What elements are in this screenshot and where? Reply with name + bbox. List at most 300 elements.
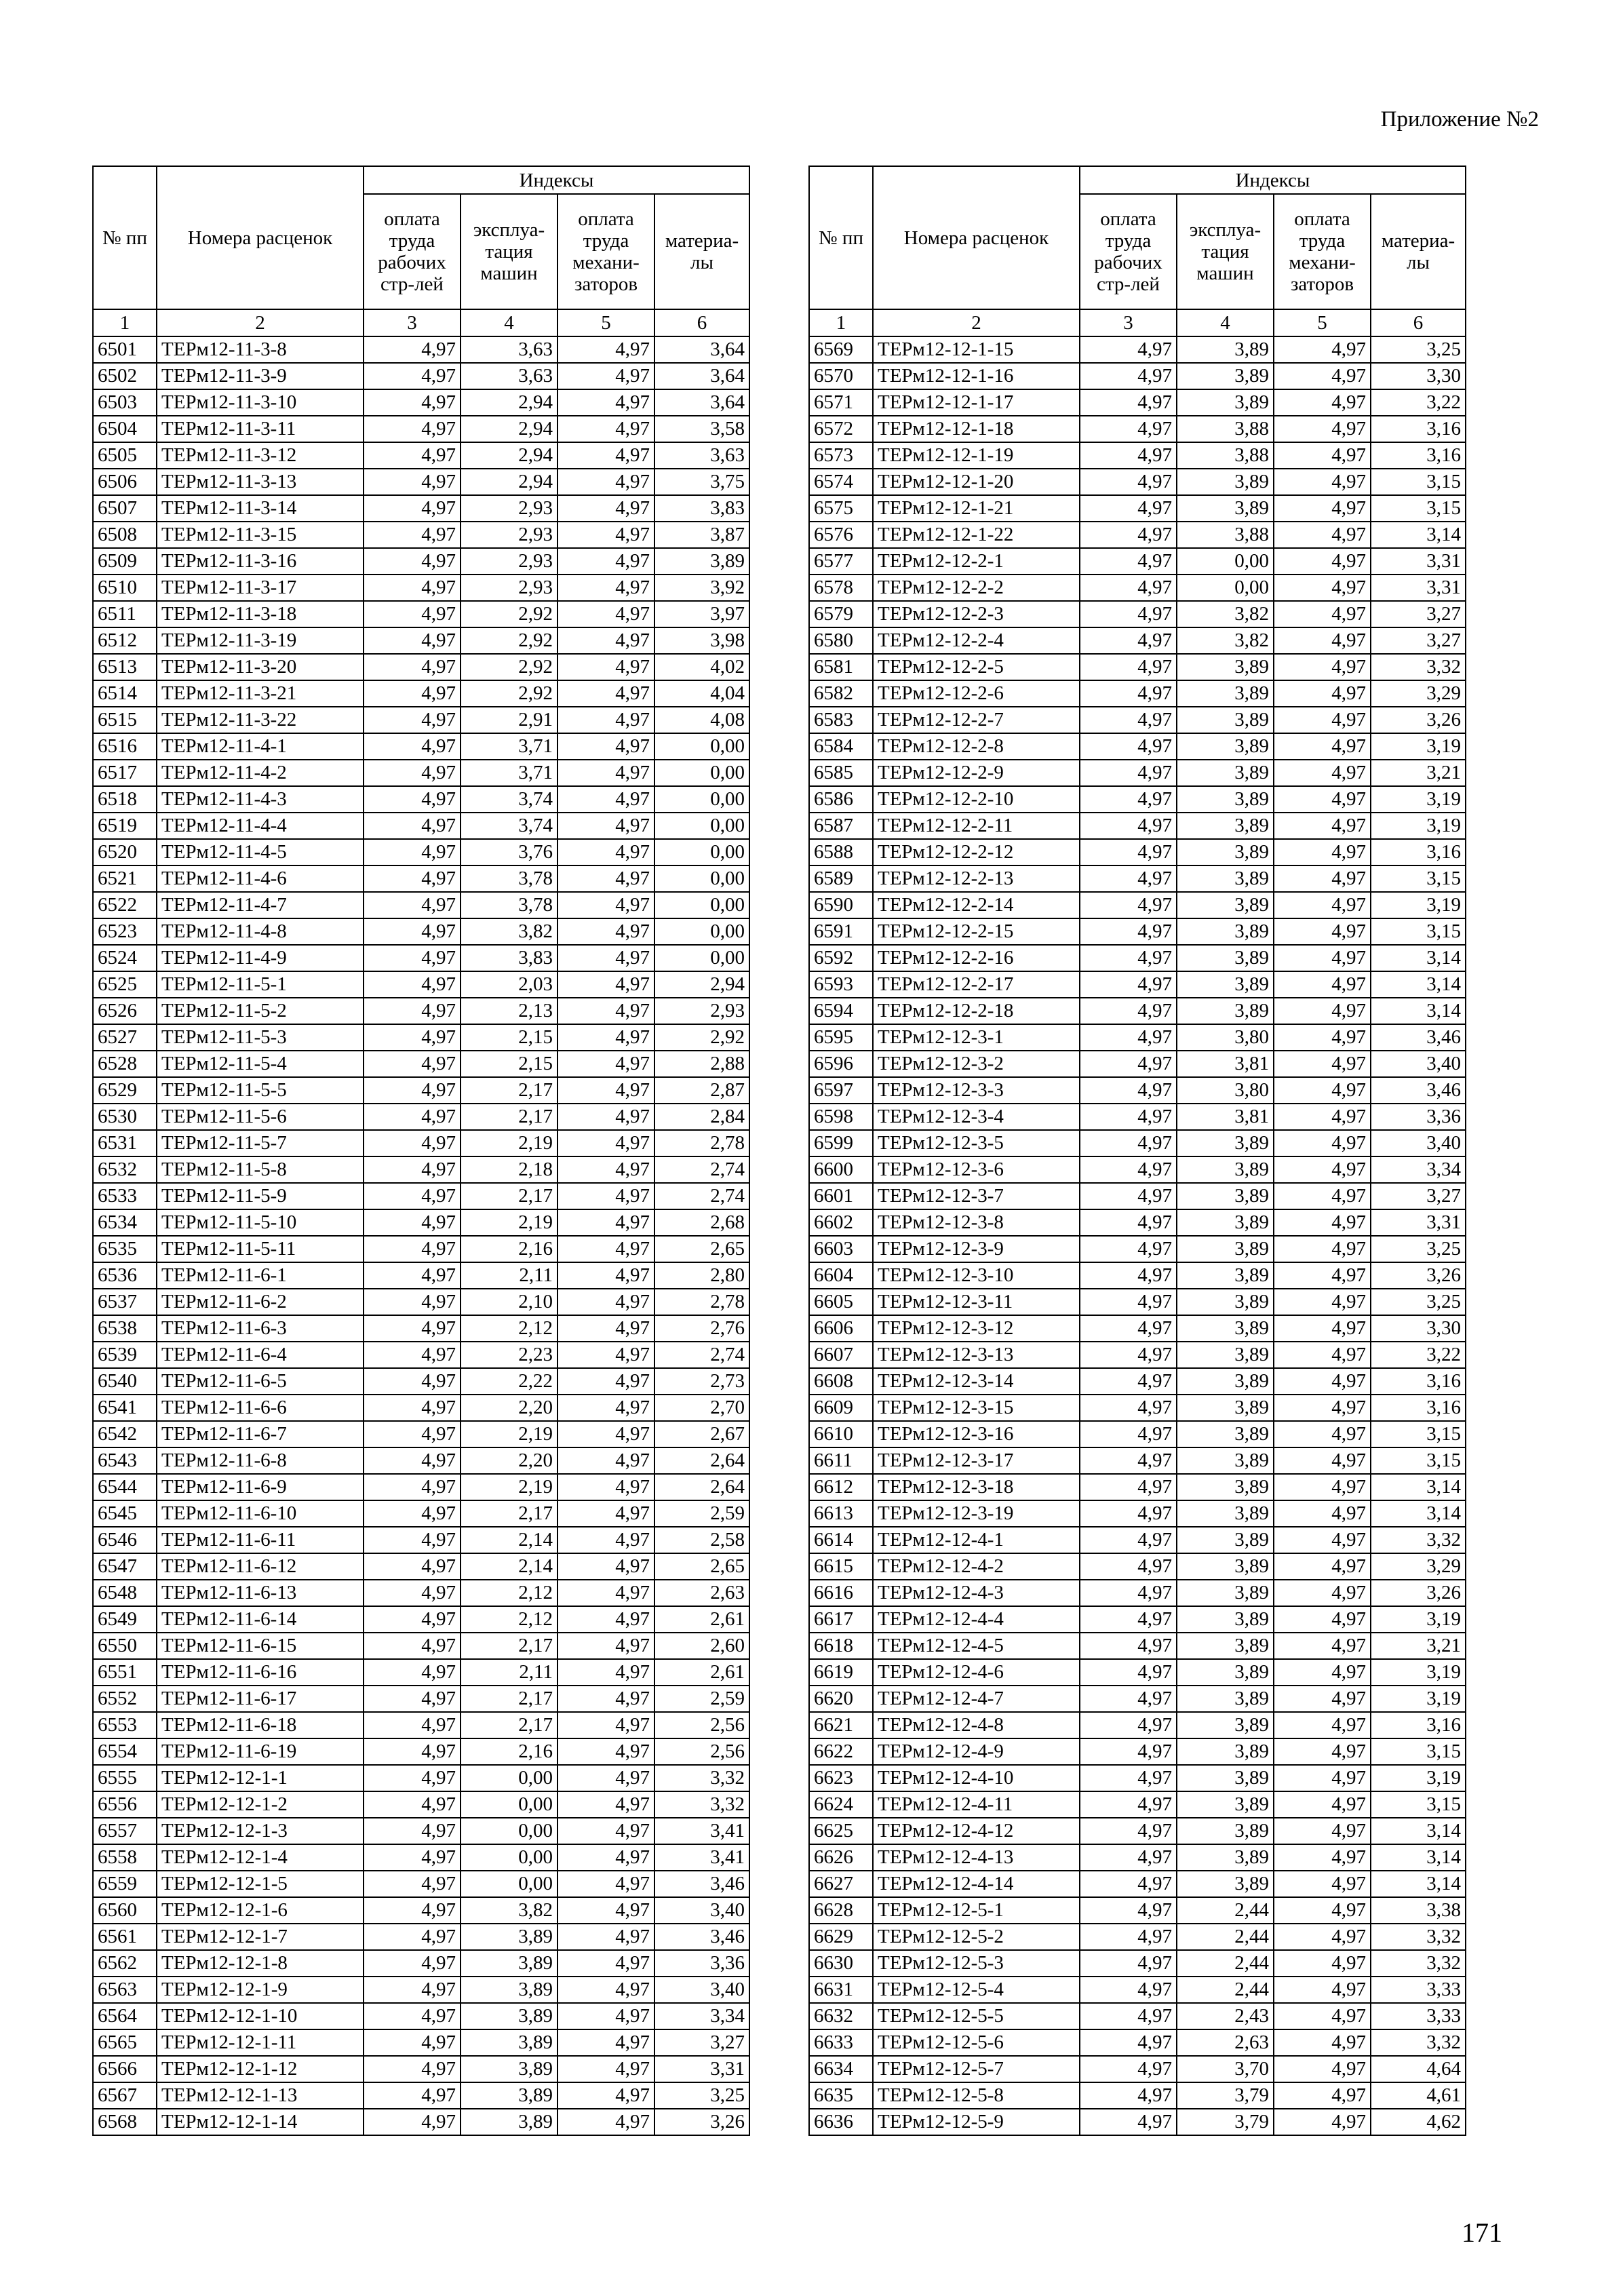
- column-number: 4: [1177, 309, 1274, 336]
- materials-index: 3,25: [1371, 336, 1466, 363]
- labor-index: 4,97: [364, 1659, 461, 1686]
- table-row: [93, 1315, 749, 1342]
- materials-index: 2,74: [654, 1183, 749, 1209]
- rate-code: ТЕРм12-11-6-9: [157, 1474, 364, 1500]
- row-number: 6538: [93, 1315, 157, 1342]
- operators-index: 4,97: [558, 1447, 654, 1474]
- materials-index: 2,70: [654, 1395, 749, 1421]
- rate-code: ТЕРм12-12-4-5: [873, 1633, 1080, 1659]
- rate-code: ТЕРм12-12-5-4: [873, 1977, 1080, 2003]
- table-row: [809, 1950, 1466, 1977]
- labor-index: 4,97: [364, 1844, 461, 1871]
- row-number: 6623: [809, 1765, 873, 1791]
- machines-index: 2,91: [461, 707, 558, 733]
- machines-index: 2,17: [461, 1077, 558, 1104]
- labor-index: 4,97: [364, 892, 461, 918]
- row-number: 6530: [93, 1104, 157, 1130]
- labor-index: 4,97: [364, 998, 461, 1024]
- labor-index: 4,97: [1080, 1871, 1177, 1897]
- operators-index: 4,97: [1274, 786, 1371, 813]
- table-row: [809, 2082, 1466, 2109]
- labor-index: 4,97: [364, 495, 461, 522]
- labor-index: 4,97: [1080, 1368, 1177, 1395]
- rate-code: ТЕРм12-11-3-13: [157, 469, 364, 495]
- table-row: [809, 2056, 1466, 2082]
- labor-index: 4,97: [364, 1315, 461, 1342]
- table-row: [809, 1580, 1466, 1606]
- rate-code: ТЕРм12-12-3-14: [873, 1368, 1080, 1395]
- operators-index: 4,97: [1274, 2109, 1371, 2135]
- materials-index: 3,14: [1371, 998, 1466, 1024]
- rate-code: ТЕРм12-12-2-15: [873, 918, 1080, 945]
- operators-index: 4,97: [1274, 707, 1371, 733]
- operators-index: 4,97: [558, 1077, 654, 1104]
- machines-index: 2,63: [1177, 2029, 1274, 2056]
- rate-code: ТЕРм12-11-3-9: [157, 363, 364, 389]
- operators-index: 4,97: [558, 1844, 654, 1871]
- row-number: 6528: [93, 1051, 157, 1077]
- table-row: [809, 1924, 1466, 1950]
- row-number: 6565: [93, 2029, 157, 2056]
- machines-index: 2,16: [461, 1738, 558, 1765]
- labor-index: 4,97: [364, 336, 461, 363]
- rate-code: ТЕРм12-11-4-8: [157, 918, 364, 945]
- row-number: 6573: [809, 442, 873, 469]
- operators-index: 4,97: [558, 1315, 654, 1342]
- rate-code: ТЕРм12-11-4-1: [157, 733, 364, 760]
- materials-index: 3,21: [1371, 760, 1466, 786]
- machines-index: 3,89: [1177, 998, 1274, 1024]
- row-number: 6513: [93, 654, 157, 680]
- rate-code: ТЕРм12-11-6-4: [157, 1342, 364, 1368]
- rate-code: ТЕРм12-12-5-7: [873, 2056, 1080, 2082]
- table-row: [809, 575, 1466, 601]
- machines-index: 2,17: [461, 1500, 558, 1527]
- materials-index: 3,64: [654, 389, 749, 416]
- materials-index: 3,19: [1371, 733, 1466, 760]
- table-row: [93, 1686, 749, 1712]
- machines-index: 3,82: [461, 918, 558, 945]
- materials-index: 0,00: [654, 813, 749, 839]
- row-number: 6579: [809, 601, 873, 627]
- row-number: 6601: [809, 1183, 873, 1209]
- operators-index: 4,97: [1274, 1447, 1371, 1474]
- row-number: 6547: [93, 1553, 157, 1580]
- materials-index: 2,61: [654, 1606, 749, 1633]
- rate-code: ТЕРм12-11-5-7: [157, 1130, 364, 1156]
- machines-index: 3,89: [1177, 1527, 1274, 1553]
- table-row: [93, 2056, 749, 2082]
- rate-code: ТЕРм12-11-3-22: [157, 707, 364, 733]
- materials-index: 3,14: [1371, 1500, 1466, 1527]
- materials-index: 3,40: [1371, 1130, 1466, 1156]
- operators-index: 4,97: [558, 1262, 654, 1289]
- materials-index: 4,02: [654, 654, 749, 680]
- operators-index: 4,97: [558, 1712, 654, 1738]
- table-row: [93, 1844, 749, 1871]
- table-row: [93, 1659, 749, 1686]
- rate-code: ТЕРм12-11-5-11: [157, 1236, 364, 1262]
- rate-code: ТЕРм12-12-3-3: [873, 1077, 1080, 1104]
- labor-index: 4,97: [1080, 1130, 1177, 1156]
- operators-index: 4,97: [1274, 998, 1371, 1024]
- row-number: 6580: [809, 627, 873, 654]
- materials-index: 2,61: [654, 1659, 749, 1686]
- rate-code: ТЕРм12-11-4-2: [157, 760, 364, 786]
- materials-index: 3,26: [1371, 1262, 1466, 1289]
- table-row: [809, 918, 1466, 945]
- row-number: 6511: [93, 601, 157, 627]
- labor-index: 4,97: [1080, 1950, 1177, 1977]
- materials-index: 2,64: [654, 1474, 749, 1500]
- labor-index: 4,97: [364, 1474, 461, 1500]
- row-number: 6581: [809, 654, 873, 680]
- labor-index: 4,97: [364, 627, 461, 654]
- machines-index: 2,12: [461, 1606, 558, 1633]
- rate-code: ТЕРм12-12-5-3: [873, 1950, 1080, 1977]
- machines-index: 0,00: [461, 1818, 558, 1844]
- rate-code: ТЕРм12-11-6-18: [157, 1712, 364, 1738]
- row-number: 6634: [809, 2056, 873, 2082]
- rate-code: ТЕРм12-12-4-4: [873, 1606, 1080, 1633]
- machines-index: 3,89: [461, 1924, 558, 1950]
- table-row: [809, 1183, 1466, 1209]
- rate-code: ТЕРм12-11-3-17: [157, 575, 364, 601]
- table-row: [93, 469, 749, 495]
- table-row: [93, 1051, 749, 1077]
- machines-index: 2,17: [461, 1686, 558, 1712]
- rate-code: ТЕРм12-11-5-9: [157, 1183, 364, 1209]
- machines-index: 3,89: [1177, 1553, 1274, 1580]
- operators-index: 4,97: [558, 2056, 654, 2082]
- labor-index: 4,97: [1080, 1924, 1177, 1950]
- table-row: [93, 945, 749, 971]
- operators-index: 4,97: [1274, 1104, 1371, 1130]
- row-number: 6561: [93, 1924, 157, 1950]
- operators-index: 4,97: [558, 918, 654, 945]
- rate-code: ТЕРм12-12-2-6: [873, 680, 1080, 707]
- table-row: [93, 733, 749, 760]
- operators-index: 4,97: [558, 1606, 654, 1633]
- labor-index: 4,97: [364, 1051, 461, 1077]
- operators-index: 4,97: [558, 865, 654, 892]
- operators-index: 4,97: [558, 336, 654, 363]
- machines-index: 3,71: [461, 760, 558, 786]
- machines-index: 2,11: [461, 1262, 558, 1289]
- labor-index: 4,97: [1080, 813, 1177, 839]
- table-row: [93, 1077, 749, 1104]
- table-row: [93, 760, 749, 786]
- rate-code: ТЕРм12-12-5-6: [873, 2029, 1080, 2056]
- labor-index: 4,97: [1080, 1527, 1177, 1553]
- materials-index: 2,68: [654, 1209, 749, 1236]
- column-number: 3: [364, 309, 461, 336]
- table-row: [93, 1500, 749, 1527]
- table-row: [93, 1580, 749, 1606]
- row-number: 6582: [809, 680, 873, 707]
- table-row: [93, 1024, 749, 1051]
- materials-index: 0,00: [654, 865, 749, 892]
- machines-index: 3,89: [1177, 1659, 1274, 1686]
- table-row: [93, 1633, 749, 1659]
- labor-index: 4,97: [1080, 839, 1177, 865]
- operators-index: 4,97: [1274, 627, 1371, 654]
- rate-code: ТЕРм12-12-3-9: [873, 1236, 1080, 1262]
- rate-code: ТЕРм12-11-5-6: [157, 1104, 364, 1130]
- row-number: 6626: [809, 1844, 873, 1871]
- row-number: 6546: [93, 1527, 157, 1553]
- rate-code: ТЕРм12-12-2-2: [873, 575, 1080, 601]
- machines-index: 3,89: [1177, 865, 1274, 892]
- machines-index: 3,74: [461, 813, 558, 839]
- rate-code: ТЕРм12-12-1-20: [873, 469, 1080, 495]
- table-row: [809, 469, 1466, 495]
- rate-code: ТЕРм12-12-1-6: [157, 1897, 364, 1924]
- table-row: [93, 2109, 749, 2135]
- table-row: [809, 1553, 1466, 1580]
- labor-index: 4,97: [1080, 1844, 1177, 1871]
- header-code: Номера расценок: [873, 166, 1080, 309]
- machines-index: 3,89: [1177, 760, 1274, 786]
- operators-index: 4,97: [1274, 1130, 1371, 1156]
- row-number: 6624: [809, 1791, 873, 1818]
- row-number: 6566: [93, 2056, 157, 2082]
- labor-index: 4,97: [364, 1130, 461, 1156]
- materials-index: 3,14: [1371, 1474, 1466, 1500]
- machines-index: 3,89: [1177, 1818, 1274, 1844]
- materials-index: 3,58: [654, 416, 749, 442]
- materials-index: 3,31: [1371, 1209, 1466, 1236]
- rate-code: ТЕРм12-12-1-13: [157, 2082, 364, 2109]
- labor-index: 4,97: [364, 1871, 461, 1897]
- table-row: [93, 1818, 749, 1844]
- operators-index: 4,97: [1274, 2056, 1371, 2082]
- table-row: [93, 839, 749, 865]
- rate-code: ТЕРм12-12-3-17: [873, 1447, 1080, 1474]
- labor-index: 4,97: [1080, 1686, 1177, 1712]
- row-number: 6556: [93, 1791, 157, 1818]
- row-number: 6585: [809, 760, 873, 786]
- table-row: [93, 416, 749, 442]
- materials-index: 3,14: [1371, 522, 1466, 548]
- rate-code: ТЕРм12-11-6-1: [157, 1262, 364, 1289]
- labor-index: 4,97: [1080, 1183, 1177, 1209]
- row-number: 6545: [93, 1500, 157, 1527]
- operators-index: 4,97: [558, 495, 654, 522]
- machines-index: 2,44: [1177, 1950, 1274, 1977]
- operators-index: 4,97: [558, 1659, 654, 1686]
- materials-index: 2,67: [654, 1421, 749, 1447]
- rate-code: ТЕРм12-11-6-12: [157, 1553, 364, 1580]
- machines-index: 3,89: [1177, 1183, 1274, 1209]
- materials-index: 3,15: [1371, 1421, 1466, 1447]
- rate-code: ТЕРм12-12-5-8: [873, 2082, 1080, 2109]
- rate-code: ТЕРм12-12-1-22: [873, 522, 1080, 548]
- labor-index: 4,97: [364, 945, 461, 971]
- operators-index: 4,97: [1274, 2082, 1371, 2109]
- operators-index: 4,97: [1274, 1791, 1371, 1818]
- materials-index: 3,16: [1371, 1712, 1466, 1738]
- labor-index: 4,97: [1080, 389, 1177, 416]
- machines-index: 3,89: [1177, 1156, 1274, 1183]
- rate-code: ТЕРм12-12-2-8: [873, 733, 1080, 760]
- table-row: [93, 1924, 749, 1950]
- operators-index: 4,97: [1274, 522, 1371, 548]
- materials-index: 3,64: [654, 336, 749, 363]
- materials-index: 2,63: [654, 1580, 749, 1606]
- labor-index: 4,97: [1080, 522, 1177, 548]
- materials-index: 2,87: [654, 1077, 749, 1104]
- table-row: [93, 813, 749, 839]
- table-row: [809, 945, 1466, 971]
- table-row: [93, 627, 749, 654]
- rate-code: ТЕРм12-12-1-15: [873, 336, 1080, 363]
- labor-index: 4,97: [364, 575, 461, 601]
- operators-index: 4,97: [558, 971, 654, 998]
- materials-index: 2,92: [654, 1024, 749, 1051]
- machines-index: 2,17: [461, 1633, 558, 1659]
- materials-index: 2,59: [654, 1686, 749, 1712]
- rate-code: ТЕРм12-12-4-10: [873, 1765, 1080, 1791]
- machines-index: 3,89: [1177, 1738, 1274, 1765]
- operators-index: 4,97: [1274, 1368, 1371, 1395]
- materials-index: 2,78: [654, 1130, 749, 1156]
- row-number: 6619: [809, 1659, 873, 1686]
- labor-index: 4,97: [364, 1686, 461, 1712]
- materials-index: 3,19: [1371, 1659, 1466, 1686]
- labor-index: 4,97: [364, 1421, 461, 1447]
- table-row: [93, 1209, 749, 1236]
- machines-index: 2,93: [461, 522, 558, 548]
- operators-index: 4,97: [558, 1395, 654, 1421]
- row-number: 6553: [93, 1712, 157, 1738]
- operators-index: 4,97: [1274, 1897, 1371, 1924]
- operators-index: 4,97: [558, 1791, 654, 1818]
- operators-index: 4,97: [558, 1500, 654, 1527]
- machines-index: 2,19: [461, 1421, 558, 1447]
- materials-index: 3,19: [1371, 813, 1466, 839]
- table-row: [809, 733, 1466, 760]
- labor-index: 4,97: [1080, 1500, 1177, 1527]
- machines-index: 3,89: [461, 2056, 558, 2082]
- operators-index: 4,97: [1274, 1659, 1371, 1686]
- machines-index: 2,43: [1177, 2003, 1274, 2029]
- row-number: 6526: [93, 998, 157, 1024]
- labor-index: 4,97: [1080, 416, 1177, 442]
- rate-code: ТЕРм12-11-4-9: [157, 945, 364, 971]
- row-number: 6608: [809, 1368, 873, 1395]
- operators-index: 4,97: [558, 1871, 654, 1897]
- row-number: 6632: [809, 2003, 873, 2029]
- materials-index: 2,60: [654, 1633, 749, 1659]
- machines-index: 2,17: [461, 1104, 558, 1130]
- row-number: 6583: [809, 707, 873, 733]
- table-row: [93, 1950, 749, 1977]
- header-col-materials: материа-лы: [654, 194, 749, 309]
- operators-index: 4,97: [1274, 1686, 1371, 1712]
- row-number: 6616: [809, 1580, 873, 1606]
- materials-index: 2,58: [654, 1527, 749, 1553]
- rate-code: ТЕРм12-11-4-6: [157, 865, 364, 892]
- table-row: [809, 548, 1466, 575]
- rate-code: ТЕРм12-12-3-10: [873, 1262, 1080, 1289]
- rate-code: ТЕРм12-12-2-18: [873, 998, 1080, 1024]
- machines-index: 3,89: [1177, 1474, 1274, 1500]
- operators-index: 4,97: [1274, 945, 1371, 971]
- table-row: [93, 2082, 749, 2109]
- row-number: 6507: [93, 495, 157, 522]
- row-number: 6534: [93, 1209, 157, 1236]
- row-number: 6503: [93, 389, 157, 416]
- labor-index: 4,97: [364, 786, 461, 813]
- row-number: 6548: [93, 1580, 157, 1606]
- labor-index: 4,97: [1080, 1818, 1177, 1844]
- row-number: 6540: [93, 1368, 157, 1395]
- rate-code: ТЕРм12-12-1-2: [157, 1791, 364, 1818]
- operators-index: 4,97: [558, 1368, 654, 1395]
- table-row: [809, 1262, 1466, 1289]
- labor-index: 4,97: [1080, 2082, 1177, 2109]
- row-number: 6539: [93, 1342, 157, 1368]
- operators-index: 4,97: [1274, 1765, 1371, 1791]
- operators-index: 4,97: [558, 707, 654, 733]
- row-number: 6595: [809, 1024, 873, 1051]
- materials-index: 3,21: [1371, 1633, 1466, 1659]
- rate-code: ТЕРм12-12-3-5: [873, 1130, 1080, 1156]
- machines-index: 2,13: [461, 998, 558, 1024]
- operators-index: 4,97: [1274, 363, 1371, 389]
- operators-index: 4,97: [558, 1104, 654, 1130]
- row-number: 6630: [809, 1950, 873, 1977]
- rate-code: ТЕРм12-11-5-1: [157, 971, 364, 998]
- table-row: [809, 1818, 1466, 1844]
- materials-index: 3,14: [1371, 971, 1466, 998]
- table-row: [809, 892, 1466, 918]
- rate-code: ТЕРм12-12-3-7: [873, 1183, 1080, 1209]
- labor-index: 4,97: [364, 1897, 461, 1924]
- rate-code: ТЕРм12-12-2-9: [873, 760, 1080, 786]
- labor-index: 4,97: [1080, 627, 1177, 654]
- operators-index: 4,97: [558, 363, 654, 389]
- row-number: 6590: [809, 892, 873, 918]
- labor-index: 4,97: [364, 389, 461, 416]
- row-number: 6587: [809, 813, 873, 839]
- rate-code: ТЕРм12-11-3-12: [157, 442, 364, 469]
- table-row: [93, 1130, 749, 1156]
- row-number: 6551: [93, 1659, 157, 1686]
- labor-index: 4,97: [364, 2109, 461, 2135]
- machines-index: 3,89: [1177, 336, 1274, 363]
- operators-index: 4,97: [558, 469, 654, 495]
- materials-index: 3,98: [654, 627, 749, 654]
- operators-index: 4,97: [558, 1686, 654, 1712]
- machines-index: 3,82: [1177, 627, 1274, 654]
- column-number: 6: [1371, 309, 1466, 336]
- table-row: [93, 998, 749, 1024]
- rate-code: ТЕРм12-11-6-19: [157, 1738, 364, 1765]
- table-body: [93, 336, 749, 2135]
- machines-index: 3,89: [1177, 1500, 1274, 1527]
- materials-index: 2,78: [654, 1289, 749, 1315]
- rate-code: ТЕРм12-11-5-3: [157, 1024, 364, 1051]
- rate-code: ТЕРм12-12-2-1: [873, 548, 1080, 575]
- machines-index: 3,89: [1177, 680, 1274, 707]
- table-row: [93, 1553, 749, 1580]
- operators-index: 4,97: [558, 1421, 654, 1447]
- materials-index: 3,16: [1371, 839, 1466, 865]
- row-number: 6576: [809, 522, 873, 548]
- row-number: 6523: [93, 918, 157, 945]
